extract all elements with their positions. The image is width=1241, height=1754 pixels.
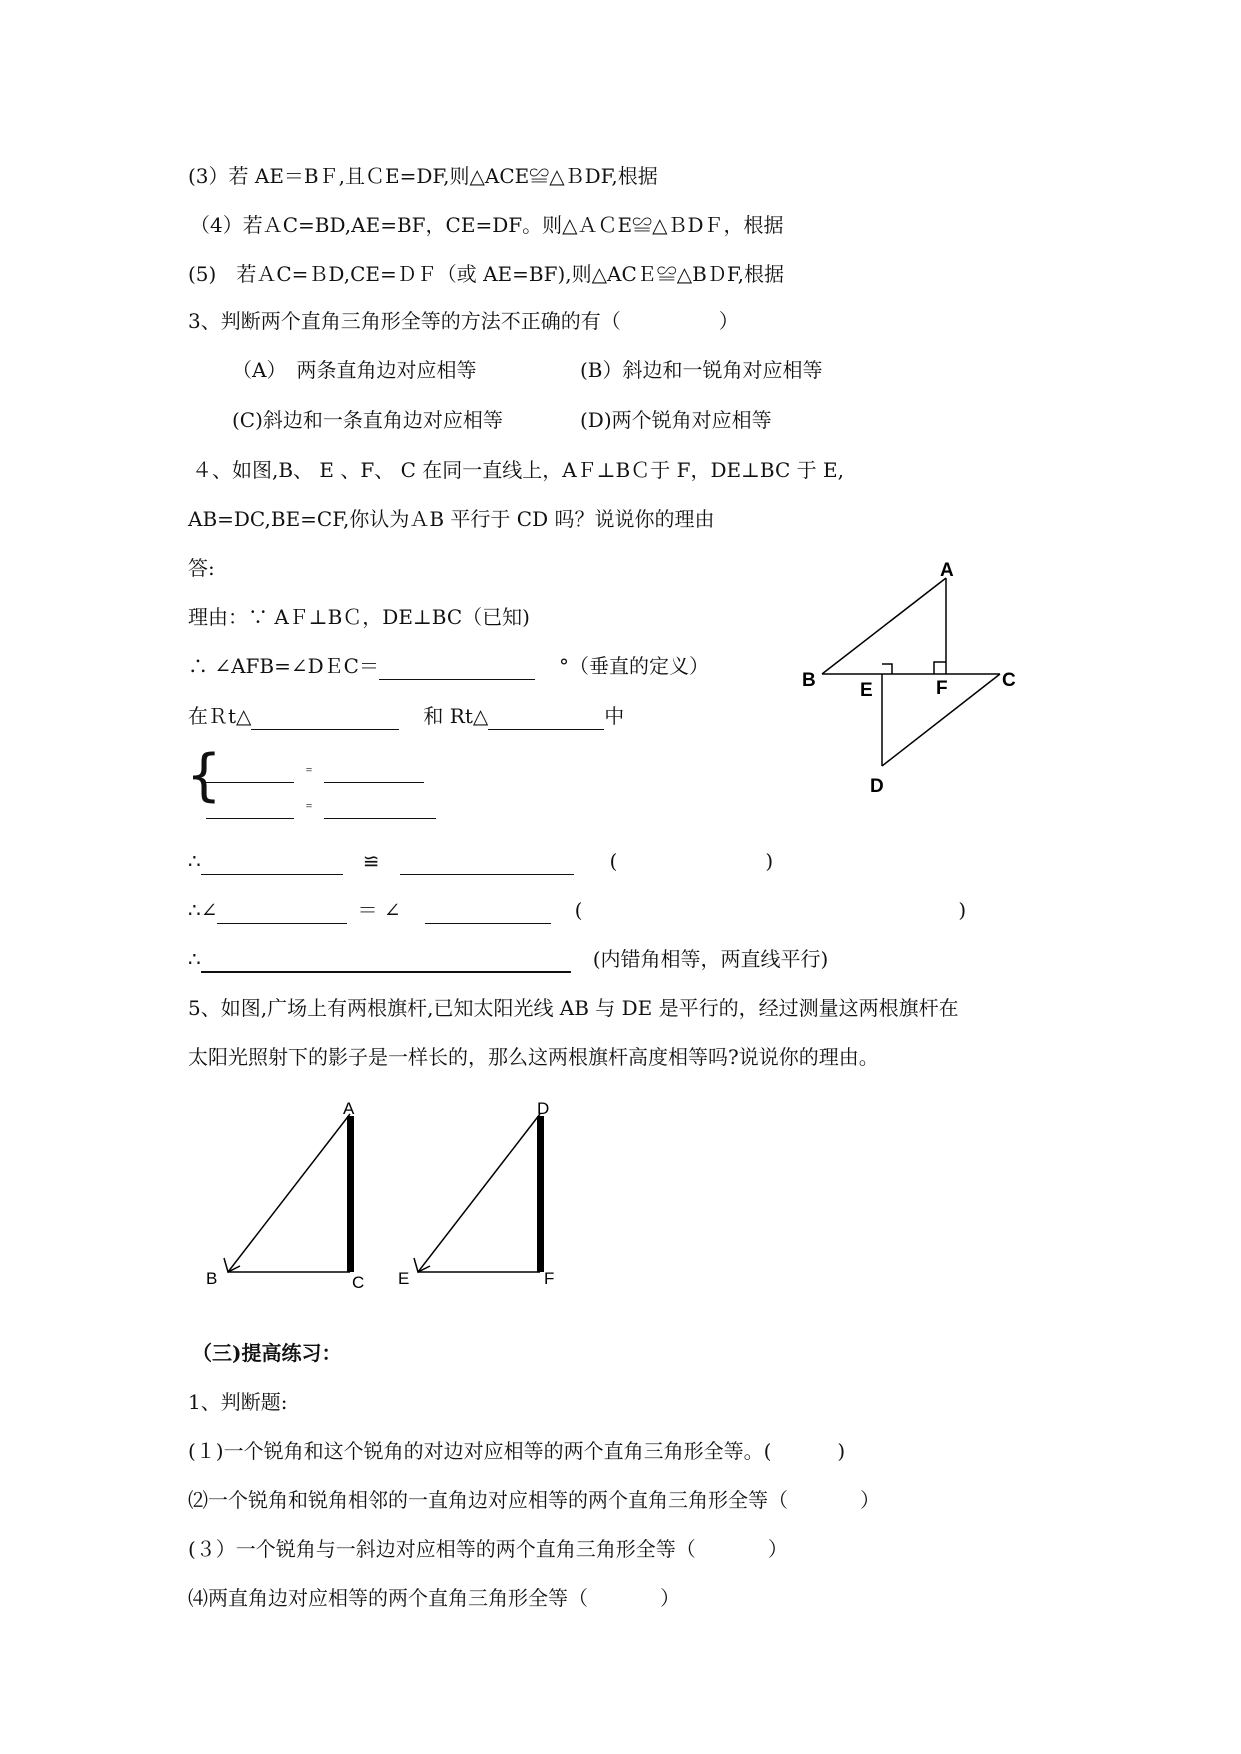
congruence-right-blank[interactable] — [400, 852, 574, 875]
condition-2-equals: ﹦ — [302, 797, 316, 813]
q4-step-2-zhong: 中 — [604, 704, 625, 728]
congruence-left-blank[interactable] — [201, 852, 343, 875]
angle-2-blank[interactable] — [425, 901, 551, 924]
q4-step-1 — [188, 652, 709, 680]
condition-2-left-blank[interactable] — [206, 796, 294, 819]
judge-item-1 — [188, 1437, 845, 1465]
q4-step-5-reason: (内错角相等，两直线平行) — [592, 947, 829, 971]
fig4-label-e: E — [860, 680, 873, 701]
q3-option-c: (C)斜边和一条直角边对应相等 — [232, 408, 503, 432]
q4-step-2 — [188, 702, 624, 730]
judge-item-3-text: (３）一个锐角与一斜边对应相等的两个直角三角形全等（ — [188, 1537, 696, 1561]
section-3-title: （三)提高练习： — [192, 1341, 342, 1365]
triangle-1-blank[interactable] — [251, 707, 399, 730]
judge-item-4 — [188, 1584, 680, 1612]
q5-line-2: 太阳光照射下的影子是一样长的，那么这两根旗杆高度相等吗?说说你的理由。 — [188, 1045, 879, 1069]
parallel-blank[interactable] — [201, 949, 571, 973]
condition-1-right-blank[interactable] — [324, 760, 424, 783]
q4-step-4-close: ) — [958, 898, 967, 922]
fig5-label-a: A — [343, 1099, 355, 1118]
q4-reason: 理由：∵ AＦ⊥BＣ，DE⊥BC（已知) — [188, 605, 530, 629]
q4-step-3-open: ( — [609, 849, 618, 873]
q4-step-4-open: ( — [574, 898, 583, 922]
angle-1-blank[interactable] — [217, 901, 347, 924]
judge-item-3-close: ） — [767, 1537, 788, 1561]
q4-line-2: AB=DC,BE=CF,你认为ＡB 平行于 CD 吗？说说你的理由 — [188, 507, 715, 531]
q4-answer-label: 答: — [188, 556, 215, 580]
fig5-label-f: F — [544, 1269, 555, 1288]
q4-step-3-therefore: ∴ — [188, 849, 201, 873]
q2-item-5: (5) 若ＡC=ＢD,CE=ＤＦ（或 AE=BF),则△ACＥ≌△BＤF,根据 — [188, 262, 784, 286]
fig4-label-d: D — [870, 776, 884, 796]
q3-option-a: （A） 两条直角边对应相等 — [232, 358, 477, 382]
q4-step-3 — [188, 847, 773, 875]
judge-item-2-close: ） — [860, 1488, 880, 1512]
q5-figure — [200, 1098, 580, 1298]
fig4-label-b: B — [802, 670, 816, 691]
q4-step-3-close: ) — [765, 849, 774, 873]
q4-step-4-equals: ＝ ∠ — [357, 898, 401, 922]
fig4-label-f: F — [936, 678, 948, 699]
triangle-2-blank[interactable] — [488, 707, 604, 730]
angle-blank[interactable] — [379, 657, 535, 680]
judge-item-4-close: ） — [660, 1586, 680, 1610]
condition-1-equals: ﹦ — [302, 761, 316, 777]
q4-step-1-text: ∴ ∠AFB=∠DＥC＝ — [188, 654, 379, 678]
q4-step-3-congruent: ≌ — [362, 849, 380, 873]
fig5-label-c: C — [352, 1273, 365, 1292]
q3-stem-close: ） — [718, 309, 739, 333]
q3-stem — [188, 307, 739, 335]
judge-item-3 — [188, 1535, 788, 1563]
q4-figure — [790, 556, 1030, 796]
q4-step-2-and: 和 Rt△ — [423, 704, 489, 728]
fig5-label-d: D — [537, 1099, 550, 1118]
judge-item-2-text: ⑵一个锐角和锐角相邻的一直角边对应相等的两个直角三角形全等（ — [188, 1488, 788, 1512]
fig4-label-a: A — [940, 560, 954, 581]
judge-item-4-text: ⑷两直角边对应相等的两个直角三角形全等（ — [188, 1586, 588, 1610]
q4-step-4-text: ∴∠ — [188, 898, 218, 922]
q4-line-1: ４、如图,B、 E 、F、 C 在同一直线上，AＦ⊥BＣ于 F，DE⊥BC 于 E, — [192, 458, 844, 482]
fig4-label-c: C — [1002, 670, 1016, 691]
q3-stem-text: 3、判断两个直角三角形全等的方法不正确的有（ — [188, 309, 621, 333]
q4-condition-2 — [206, 788, 436, 819]
q3-option-d: (D)两个锐角对应相等 — [580, 408, 772, 432]
fig5-label-e: E — [398, 1269, 410, 1288]
condition-1-left-blank[interactable] — [206, 760, 294, 783]
section-3-q1: 1、判断题: — [188, 1390, 288, 1414]
q4-step-5 — [188, 945, 828, 973]
q5-line-1: 5、如图,广场上有两根旗杆,已知太阳光线 AB 与 DE 是平行的，经过测量这两根旗杆在 — [188, 996, 959, 1020]
q4-condition-1 — [206, 752, 424, 783]
fig5-label-b: B — [206, 1269, 218, 1288]
q2-item-4: （4）若ＡC=BD,AE=BF，CE=DF。则△ＡＣE≌△ＢDＦ，根据 — [190, 213, 784, 237]
condition-brace: { — [186, 743, 222, 808]
q4-step-4 — [188, 896, 966, 924]
q4-step-1-reason: °（垂直的定义） — [559, 654, 709, 678]
q2-item-3: (3）若 AE＝BＦ,且ＣE=DF,则△ACE≌△ＢDF,根据 — [188, 164, 658, 188]
judge-item-2 — [188, 1486, 880, 1514]
q4-step-2-text: 在Ｒt△ — [188, 704, 252, 728]
judge-item-1-close: ) — [837, 1439, 846, 1463]
q4-step-5-therefore: ∴ — [188, 947, 201, 971]
q3-option-b: (B）斜边和一锐角对应相等 — [580, 358, 823, 382]
judge-item-1-text: (１)一个锐角和这个锐角的对边对应相等的两个直角三角形全等。( — [188, 1439, 772, 1463]
condition-2-right-blank[interactable] — [324, 796, 436, 819]
